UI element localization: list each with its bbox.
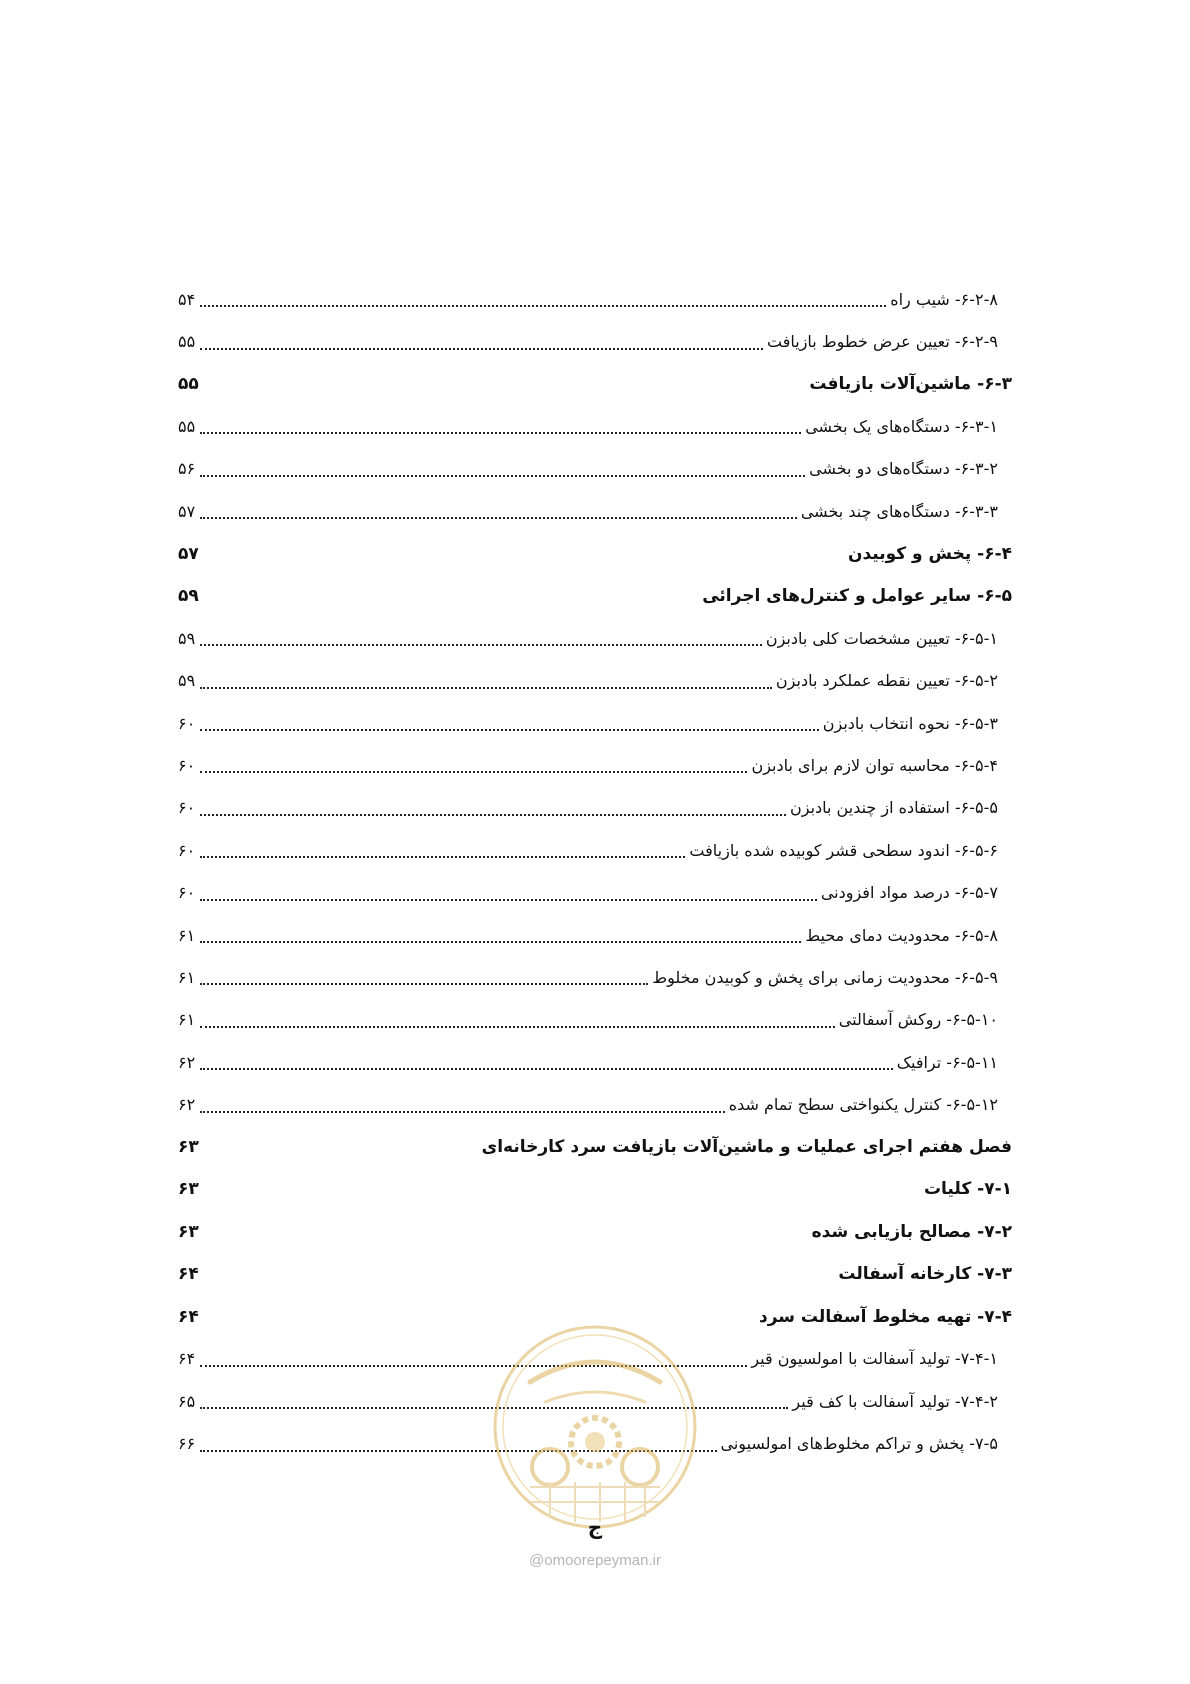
toc-entry-title: ۶-۲-۸- شیب راه xyxy=(890,289,998,309)
dot-leader xyxy=(200,969,648,985)
toc-entry[interactable] xyxy=(178,1041,1012,1083)
toc-entry[interactable] xyxy=(178,1168,1012,1210)
toc-entry-title: ۶-۵-۵- استفاده از چندین بادبزن xyxy=(789,798,998,818)
toc-entry-page: ۵۷ xyxy=(178,501,196,521)
toc-entry[interactable] xyxy=(178,702,1012,744)
toc-entry[interactable] xyxy=(178,278,1012,320)
toc-entry-page: ۵۷ xyxy=(178,543,199,564)
dot-leader xyxy=(200,1097,725,1113)
toc-entry-page: ۶۰ xyxy=(178,798,196,818)
toc-entry[interactable] xyxy=(178,320,1012,362)
toc-entry-page: ۵۶ xyxy=(178,459,196,479)
toc-entry-page: ۶۳ xyxy=(178,1179,199,1200)
toc-entry-page: ۵۴ xyxy=(178,289,196,309)
toc-entry-page: ۵۵ xyxy=(178,373,199,394)
toc-entry[interactable] xyxy=(178,448,1012,490)
dot-leader xyxy=(200,461,805,477)
dot-leader xyxy=(200,842,685,858)
toc-entry[interactable] xyxy=(178,956,1012,998)
toc-entry[interactable] xyxy=(178,871,1012,913)
toc-entry-page: ۶۱ xyxy=(178,967,196,987)
dot-leader xyxy=(203,547,844,561)
toc-entry[interactable] xyxy=(178,405,1012,447)
toc-entry-page: ۶۰ xyxy=(178,840,196,860)
toc-entry-title: ۶-۵- سایر عوامل و کنترل‌های اجرائی xyxy=(702,585,1012,606)
dot-leader xyxy=(200,630,762,646)
toc-entry[interactable] xyxy=(178,490,1012,532)
toc-entry-title: ۶-۵-۶- اندود سطحی قشر کوبیده شده بازیافت xyxy=(689,840,998,860)
dot-leader xyxy=(203,1225,808,1239)
toc-entry-page: ۶۰ xyxy=(178,755,196,775)
toc-entry[interactable] xyxy=(178,617,1012,659)
toc-entry-title: ۶-۵-۸- محدودیت دمای محیط xyxy=(805,925,998,945)
toc-entry-page: ۶۰ xyxy=(178,883,196,903)
dot-leader xyxy=(200,503,797,519)
dot-leader xyxy=(203,1267,835,1281)
toc-entry[interactable] xyxy=(178,660,1012,702)
toc-entry-page: ۵۹ xyxy=(178,585,199,606)
toc-entry-title: ۷-۴-۲- تولید آسفالت با کف قیر xyxy=(792,1391,998,1411)
dot-leader xyxy=(200,291,886,307)
toc-entry-title: ۶-۳-۳- دستگاه‌های چند بخشی xyxy=(800,501,998,521)
toc-entry-title: ۶-۵-۱۱- ترافیک xyxy=(896,1052,998,1072)
dot-leader xyxy=(200,927,801,943)
watermark-seal-icon xyxy=(490,1322,700,1532)
toc-entry-page: ۵۹ xyxy=(178,671,196,691)
toc-entry-title: ۶-۵-۱۰- روکش آسفالتی xyxy=(838,1010,998,1030)
toc-entry-title: ۶-۵-۱- تعیین مشخصات کلی بادبزن xyxy=(765,628,998,648)
toc-entry-title: ۷-۴- تهیه مخلوط آسفالت سرد xyxy=(759,1306,1012,1327)
dot-leader xyxy=(200,334,763,350)
toc-entry-page: ۶۳ xyxy=(178,1221,199,1242)
toc-entry[interactable] xyxy=(178,1211,1012,1253)
toc-entry-title: ۶-۵-۳- نحوه انتخاب بادبزن xyxy=(822,713,998,733)
dot-leader xyxy=(200,885,817,901)
page-number: ج xyxy=(587,1515,603,1539)
toc-entry-page: ۶۲ xyxy=(178,1095,196,1115)
dot-leader xyxy=(200,1054,893,1070)
toc-entry-title: ۶-۴- پخش و کوبیدن xyxy=(847,543,1012,564)
toc-entry[interactable] xyxy=(178,1126,1012,1168)
toc-entry[interactable] xyxy=(178,787,1012,829)
toc-entry[interactable] xyxy=(178,914,1012,956)
toc-entry-page: ۶۲ xyxy=(178,1052,196,1072)
toc-entry-page: ۶۶ xyxy=(178,1434,196,1454)
toc-entry-page: ۵۵ xyxy=(178,416,196,436)
toc-entry-page: ۶۱ xyxy=(178,1010,196,1030)
toc-entry-page: ۵۹ xyxy=(178,628,196,648)
toc-entry-page: ۶۵ xyxy=(178,1391,196,1411)
toc-entry-title: ۷-۵- پخش و تراکم مخلوط‌های امولسیونی xyxy=(720,1434,998,1454)
dot-leader xyxy=(200,800,786,816)
toc-entry[interactable] xyxy=(178,829,1012,871)
toc-entry-title: ۶-۵-۹- محدودیت زمانی برای پخش و کوبیدن مخلوط xyxy=(652,967,998,987)
toc-entry-title: ۶-۵-۷- درصد مواد افزودنی xyxy=(820,883,998,903)
toc-entry-title: فصل هفتم اجرای عملیات و ماشین‌آلات بازیافت سرد کارخانه‌ای xyxy=(481,1137,1012,1157)
toc-entry-title: ۶-۵-۲- تعیین نقطه عملکرد بادبزن xyxy=(775,671,998,691)
toc-entry-title: ۷-۲- مصالح بازیابی شده xyxy=(811,1221,1012,1242)
toc-entry-page: ۶۴ xyxy=(178,1264,199,1285)
toc-entry-title: ۶-۵-۴- محاسبه توان لازم برای بادبزن xyxy=(751,755,998,775)
dot-leader xyxy=(200,757,747,773)
toc-entry-title: ۶-۵-۱۲- کنترل یکنواختی سطح تمام شده xyxy=(728,1095,998,1115)
toc-entry-title: ۶-۲-۹- تعیین عرض خطوط بازیافت xyxy=(767,332,998,352)
toc-entry[interactable] xyxy=(178,575,1012,617)
toc-entry[interactable] xyxy=(178,999,1012,1041)
dot-leader xyxy=(203,377,806,391)
toc-entry[interactable] xyxy=(178,744,1012,786)
toc-entry-page: ۶۰ xyxy=(178,713,196,733)
dot-leader xyxy=(200,715,819,731)
dot-leader xyxy=(200,1012,835,1028)
toc-entry[interactable] xyxy=(178,363,1012,405)
toc-entry-page: ۶۴ xyxy=(178,1349,196,1369)
toc-entry-title: ۶-۳-۱- دستگاه‌های یک بخشی xyxy=(805,416,998,436)
toc-entry-title: ۶-۳- ماشین‌آلات بازیافت xyxy=(809,373,1012,394)
table-of-contents xyxy=(178,278,1012,1465)
toc-entry[interactable] xyxy=(178,1083,1012,1125)
toc-entry[interactable] xyxy=(178,532,1012,574)
toc-entry-title: ۶-۳-۲- دستگاه‌های دو بخشی xyxy=(809,459,998,479)
dot-leader xyxy=(203,1140,478,1154)
toc-entry-page: ۵۵ xyxy=(178,332,196,352)
dot-leader xyxy=(203,589,698,603)
toc-entry-title: ۷-۱- کلیات xyxy=(923,1179,1012,1200)
toc-entry[interactable] xyxy=(178,1253,1012,1295)
watermark-url: @omoorepeyman.ir xyxy=(529,1552,661,1569)
dot-leader xyxy=(200,418,801,434)
dot-leader xyxy=(203,1182,920,1196)
toc-entry-page: ۶۱ xyxy=(178,925,196,945)
toc-entry-title: ۷-۳- کارخانه آسفالت xyxy=(838,1264,1012,1285)
dot-leader xyxy=(200,673,772,689)
toc-entry-page: ۶۴ xyxy=(178,1306,199,1327)
toc-entry-page: ۶۳ xyxy=(178,1137,199,1157)
toc-entry-title: ۷-۴-۱- تولید آسفالت با امولسیون قیر xyxy=(751,1349,998,1369)
